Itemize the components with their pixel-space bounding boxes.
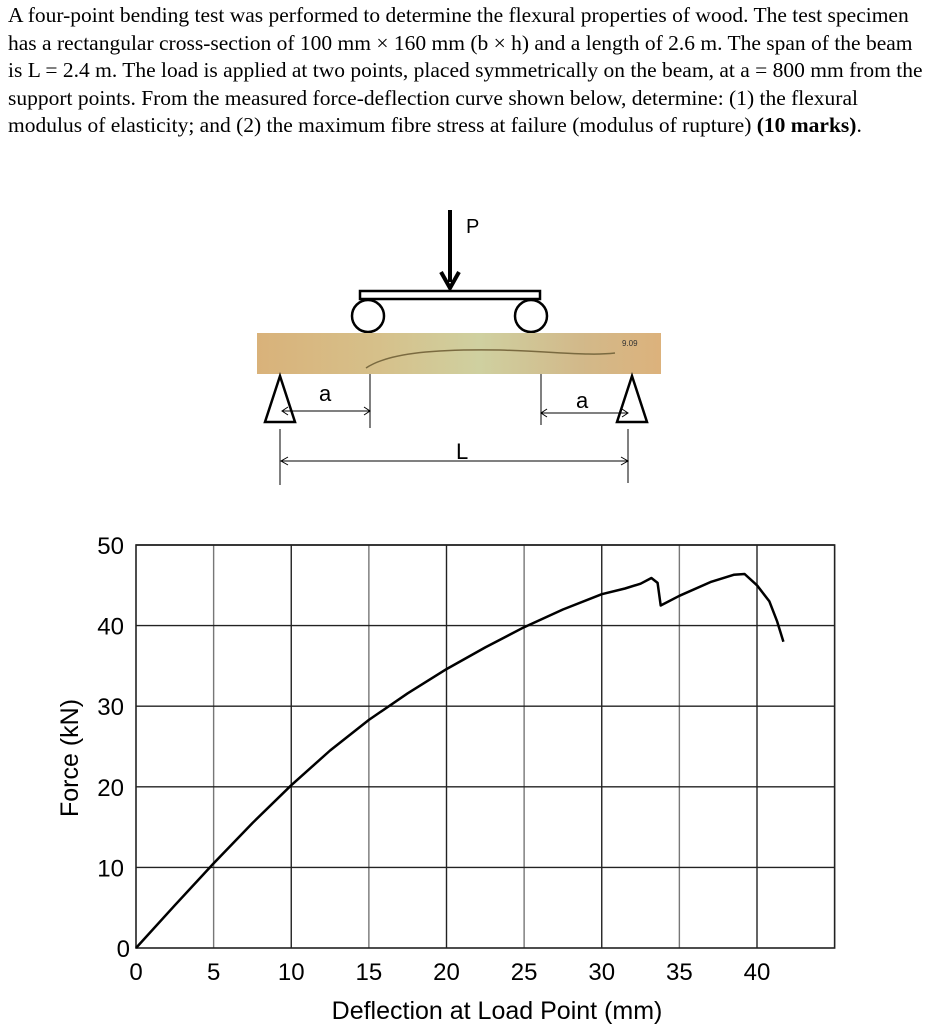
y-tick-label: 10 bbox=[97, 855, 124, 883]
support-right bbox=[617, 376, 647, 422]
specimen-marking: 9.09 bbox=[622, 339, 638, 348]
x-tick-label: 30 bbox=[588, 959, 616, 986]
chart-grid bbox=[136, 545, 835, 948]
roller-left bbox=[352, 300, 384, 332]
x-tick-label: 5 bbox=[206, 959, 221, 986]
y-axis-label: Force (kN) bbox=[56, 698, 84, 818]
y-tick-label: 0 bbox=[116, 936, 130, 963]
x-tick-label: 0 bbox=[129, 959, 143, 986]
load-spreader-bar bbox=[360, 291, 540, 299]
x-tick-label: 25 bbox=[510, 959, 538, 986]
x-tick-label: 15 bbox=[355, 959, 383, 986]
y-tick-label: 40 bbox=[97, 613, 124, 641]
x-axis-label: Deflection at Load Point (mm) bbox=[331, 997, 663, 1024]
marks-label: (10 marks) bbox=[756, 113, 857, 138]
x-tick-label: 35 bbox=[666, 959, 693, 986]
y-tick-label: 20 bbox=[97, 774, 124, 802]
roller-right bbox=[515, 300, 547, 332]
question-end: . bbox=[856, 113, 862, 138]
question-body: A four-point bending test was performed to determine the flexural properties of wood. The test specimen has a rectangular cross-section of 100 mm × 160 mm (b × h) and a length of 2.6 m. The span of the beam is L = 2.4 m. The load is applied at two points, placed symmetrically on the beam, at a = 800 mm from the support points. From the measured force-deflection curve shown below, determine: (1) the flexural modulus of elasticity; and (2) the maximum fibre stress at failure (modulus of rupture) bbox=[8, 3, 923, 138]
a-left-label: a bbox=[319, 381, 332, 406]
support-left bbox=[265, 376, 295, 422]
force-deflection-curve bbox=[136, 574, 783, 948]
x-tick-label: 20 bbox=[433, 959, 460, 986]
y-tick-label: 50 bbox=[97, 533, 124, 560]
dimension-arrows bbox=[281, 407, 628, 465]
x-tick-label: 40 bbox=[743, 959, 771, 986]
load-label: P bbox=[466, 216, 480, 238]
force-deflection-chart bbox=[56, 533, 835, 1024]
plot-border bbox=[136, 545, 835, 948]
beam-diagram bbox=[257, 210, 661, 485]
span-label: L bbox=[456, 439, 469, 464]
x-tick-label: 10 bbox=[277, 959, 305, 986]
a-right-label: a bbox=[576, 388, 589, 413]
y-tick-label: 30 bbox=[97, 694, 124, 722]
